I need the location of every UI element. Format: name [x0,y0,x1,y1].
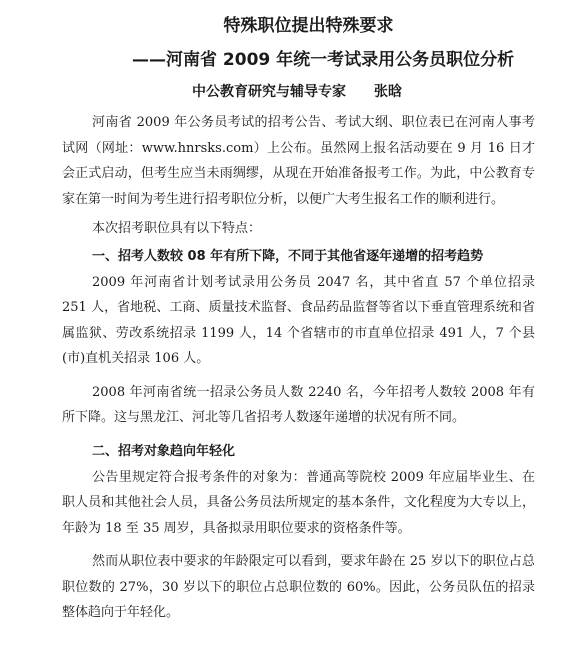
section-paragraph: 然而从职位表中要求的年龄限定可以看到，要求年龄在 25 岁以下的职位占总职位数的 27%，30 岁以下的职位占总职位数的 60%。因此，公务员队伍的招录整体趋向于年轻化。 [62,554,535,620]
section-paragraph: 2008 年河南省统一招录公务员人数 2240 名，今年招考人数较 2008 年有所下降。这与黑龙江、河北等几省招考人数逐年递增的状况有所不同。 [62,384,535,425]
section-paragraph: 公告里规定符合报考条件的对象为：普通高等院校 2009 年应届毕业生、在职人员和其他社会人员，具备公务员法所规定的基本条件，文化程度为大专以上，年龄为 18 至 35 周岁，具备拟录用职位要求的资格条件等。 [62,469,535,536]
document-title: 特殊职位提出特殊要求 [223,16,394,36]
author-name: 张晗 [374,84,402,100]
section-heading: 二、招考对象趋向年轻化 [92,443,236,459]
document-subtitle: ——河南省 2009 年统一考试录用公务员职位分析 [132,50,515,70]
author-org: 中公教育研究与辅导专家 [192,84,346,100]
intro-paragraph: 河南省 2009 年公务员考试的招考公告、考试大纲、职位表已在河南人事考试网（网址：www.hnrsks.com）上公布。虽然网上报名活动要在 9 月 16 日才会正式启动，但考生应当未雨绸缪，从现在开始准备报考工作。为此，中公教育专家在第一时间为考生进行招考职位分析，以便广大考生报名工作的顺利进行。 [62,115,535,207]
author-line [192,82,535,102]
section-paragraph: 2009 年河南省计划考试录用公务员 2047 名，其中省直 57 个单位招录 251 人，省地税、工商、质量技术监督、食品药品监督等省以下垂直管理系统和省属监狱、劳改系统招录 1199 人，14 个省辖市的市直单位招录 491 人，7 个县(市)直机关招录 106 人。 [62,274,535,366]
section-heading: 一、招考人数较 08 年有所下降，不同于其他省逐年递增的招考趋势 [92,248,484,264]
intro-paragraph: 本次招考职位具有以下特点： [92,221,262,236]
